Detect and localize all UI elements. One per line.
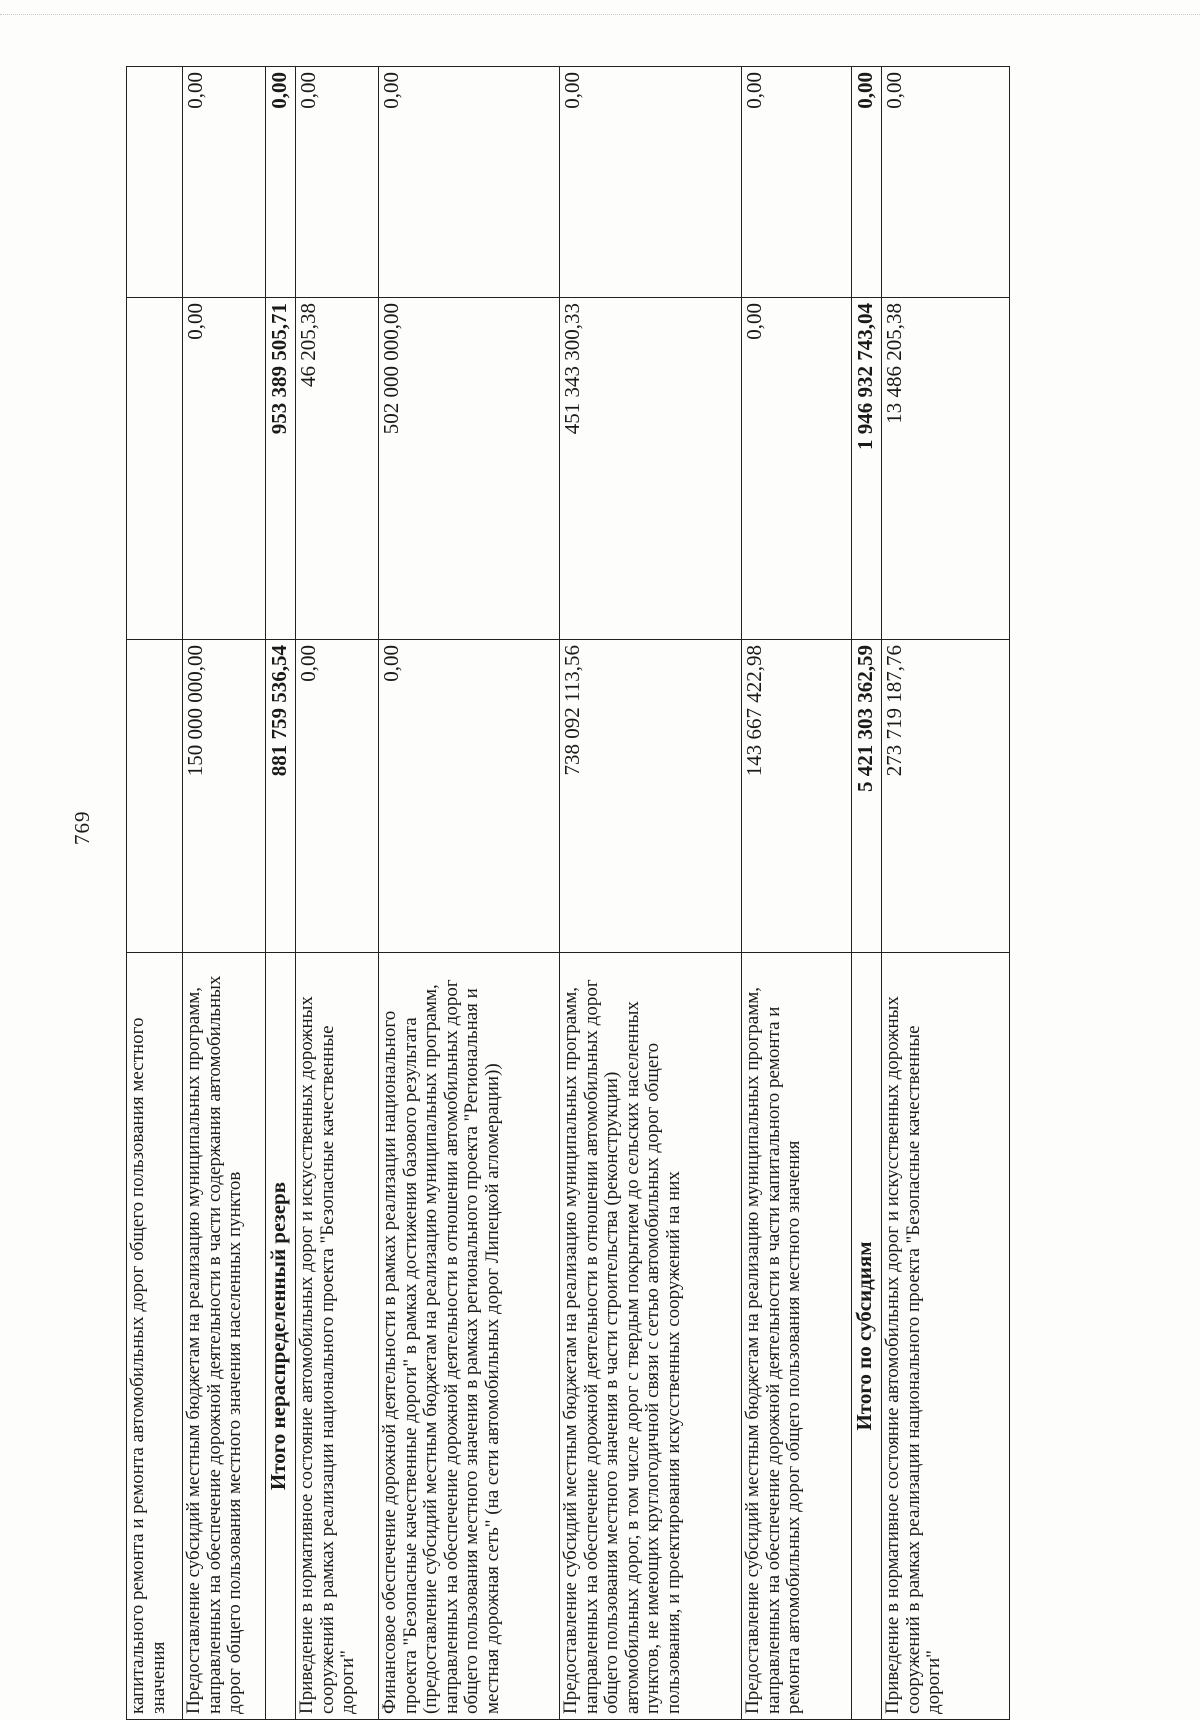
table-row-total bbox=[266, 67, 296, 1720]
rotated-sheet bbox=[126, 67, 1009, 1720]
amount-c: 0,00 bbox=[296, 67, 379, 298]
amount-a: 0,00 bbox=[296, 640, 379, 953]
amount-c: 0,00 bbox=[560, 67, 742, 298]
total-label: Итого по субсидиям bbox=[852, 953, 882, 1720]
total-amount-a: 5 421 303 362,59 bbox=[852, 640, 882, 953]
amount-b: 0,00 bbox=[183, 298, 266, 640]
amount-b: 13 486 205,38 bbox=[882, 298, 1010, 640]
amount-c: 0,00 bbox=[882, 67, 1010, 298]
table-row bbox=[127, 67, 183, 1720]
amount-b: 451 343 300,33 bbox=[560, 298, 742, 640]
budget-table bbox=[126, 66, 1010, 1720]
amount-a: 143 667 422,98 bbox=[742, 640, 852, 953]
amount-b bbox=[127, 298, 183, 640]
row-name: Финансовое обеспечение дорожной деятельности в рамках реализации национального проекта "Безопасные качественные дороги" в рамках достижения базового результата (предоставление субсидий местным бюджетам на реализацию муниципальных программ, направленных на обеспечение дорожной деятельности в отношении автомобильных дорог общего пользования местного значения в рамках регионального проекта "Региональная и местная дорожная сеть" (на сети автомобильных дорог Липецкой агломерации)) bbox=[379, 953, 560, 1720]
total-amount-a: 881 759 536,54 bbox=[266, 640, 296, 953]
table-row bbox=[296, 67, 379, 1720]
amount-a: 273 719 187,76 bbox=[882, 640, 1010, 953]
table-row bbox=[183, 67, 266, 1720]
table-row bbox=[882, 67, 1010, 1720]
amount-a bbox=[127, 640, 183, 953]
row-name: Предоставление субсидий местным бюджетам на реализацию муниципальных программ, направленных на обеспечение дорожной деятельности в части капитального ремонта и ремонта автомобильных дорог общего пользования местного значения bbox=[742, 953, 852, 1720]
page-number: 769 bbox=[70, 810, 94, 845]
row-name: капитального ремонта и ремонта автомобильных дорог общего пользования местного значения bbox=[127, 953, 183, 1720]
table-row bbox=[560, 67, 742, 1720]
amount-c: 0,00 bbox=[183, 67, 266, 298]
amount-b: 502 000 000,00 bbox=[379, 298, 560, 640]
row-name: Приведение в нормативное состояние автомобильных дорог и искусственных дорожных сооружений в рамках реализации национального проекта "Безопасные качественные дороги" bbox=[296, 953, 379, 1720]
table-row-total bbox=[852, 67, 882, 1720]
scan-top-edge bbox=[0, 14, 1200, 15]
amount-a: 0,00 bbox=[379, 640, 560, 953]
total-amount-b: 953 389 505,71 bbox=[266, 298, 296, 640]
table-row bbox=[379, 67, 560, 1720]
table-row bbox=[742, 67, 852, 1720]
row-name: Предоставление субсидий местным бюджетам на реализацию муниципальных программ, направленных на обеспечение дорожной деятельности в части содержания автомобильных дорог общего пользования местного значения населенных пунктов bbox=[183, 953, 266, 1720]
amount-b: 0,00 bbox=[742, 298, 852, 640]
amount-a: 150 000 000,00 bbox=[183, 640, 266, 953]
amount-b: 46 205,38 bbox=[296, 298, 379, 640]
amount-c: 0,00 bbox=[379, 67, 560, 298]
amount-a: 738 092 113,56 bbox=[560, 640, 742, 953]
total-label: Итого нераспределенный резерв bbox=[266, 953, 296, 1720]
amount-c bbox=[127, 67, 183, 298]
total-amount-c: 0,00 bbox=[852, 67, 882, 298]
total-amount-c: 0,00 bbox=[266, 67, 296, 298]
row-name: Предоставление субсидий местным бюджетам на реализацию муниципальных программ, направленных на обеспечение дорожной деятельности в отношении автомобильных дорог общего пользования местного значения в части строительства (реконструкции) автомобильных дорог, в том числе дорог с твердым покрытием до сельских населенных пунктов, не имеющих круглогодичной связи с сетью автомобильных дорог общего пользования, и проектирования искусственных сооружений на них bbox=[560, 953, 742, 1720]
total-amount-b: 1 946 932 743,04 bbox=[852, 298, 882, 640]
row-name: Приведение в нормативное состояние автомобильных дорог и искусственных дорожных сооружений в рамках реализации национального проекта "Безопасные качественные дороги" bbox=[882, 953, 1010, 1720]
amount-c: 0,00 bbox=[742, 67, 852, 298]
